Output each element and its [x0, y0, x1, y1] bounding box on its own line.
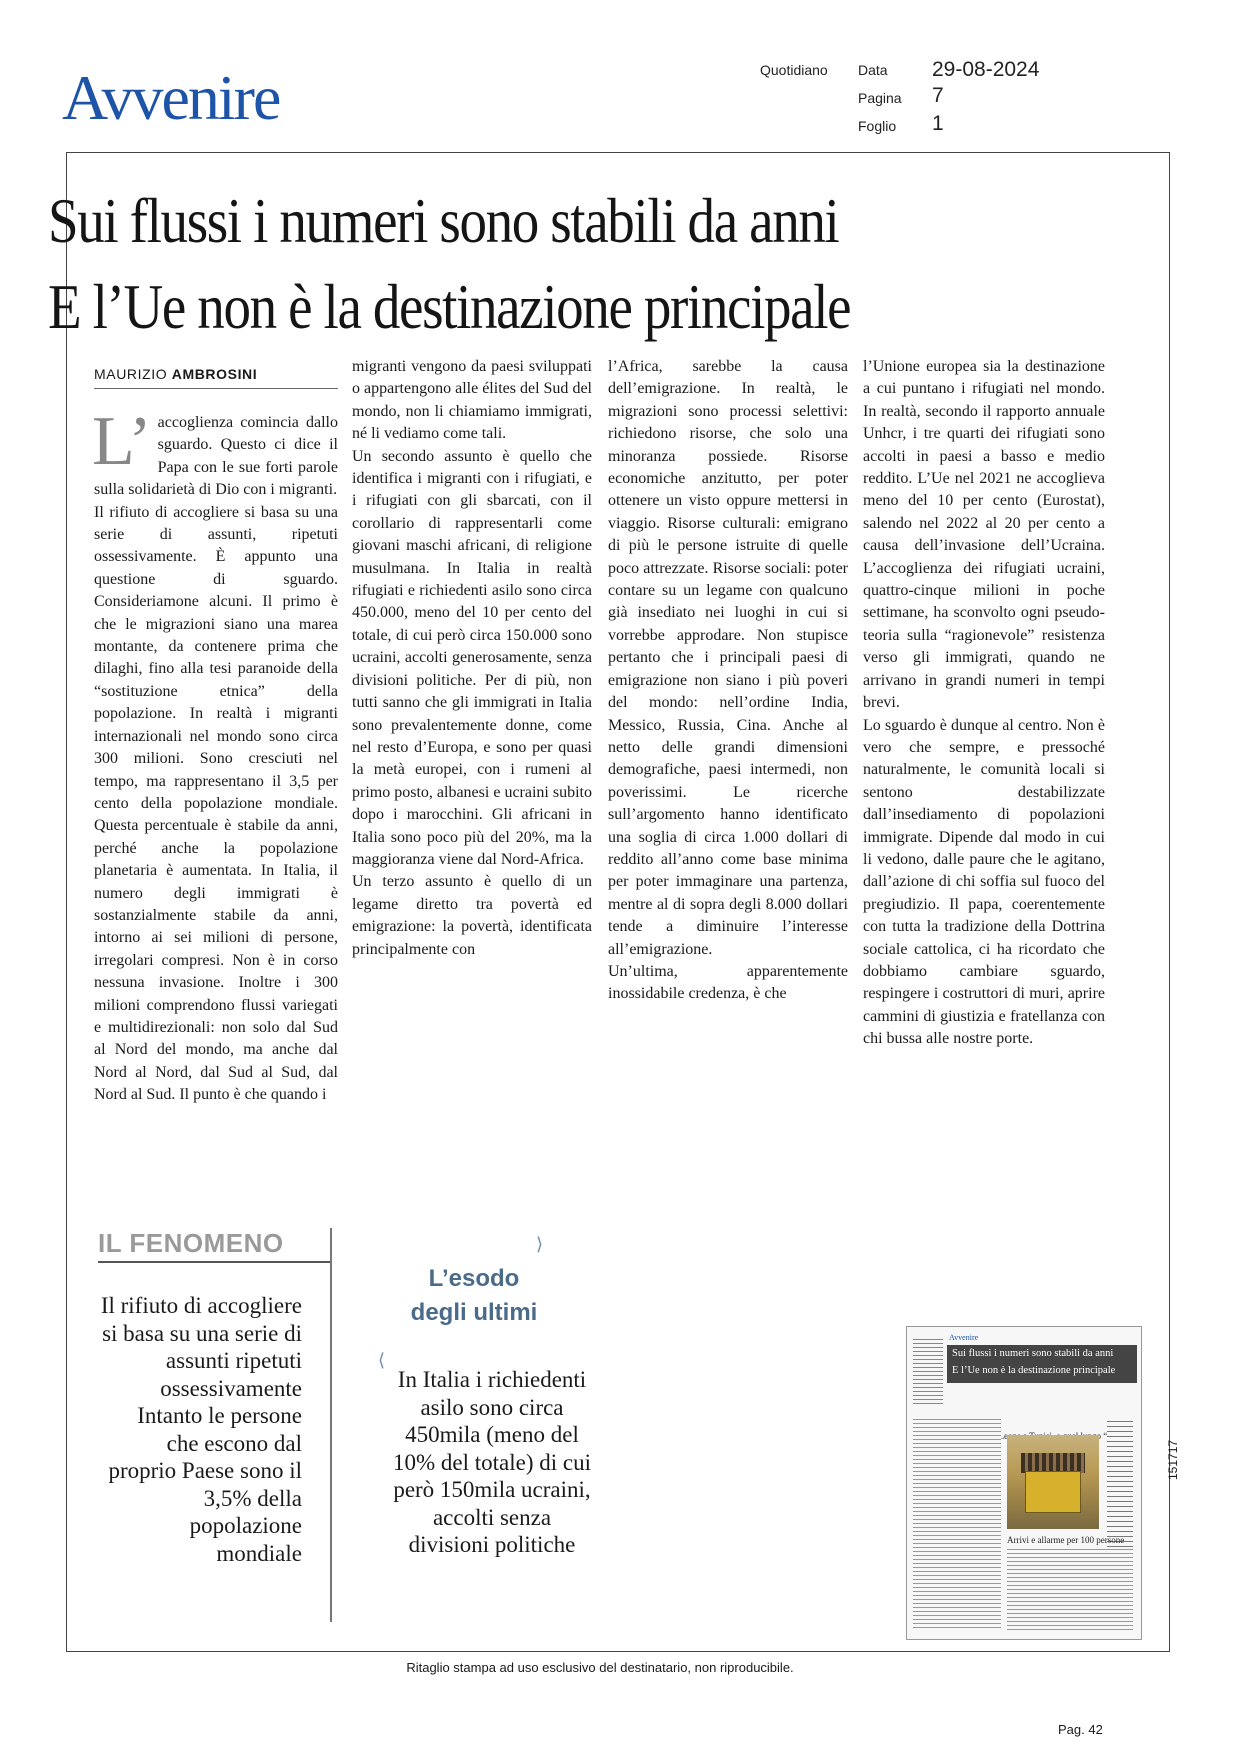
page-thumbnail: [906, 1326, 1142, 1640]
thumbnail-text-columns: [913, 1419, 1001, 1629]
sheet-value: 1: [932, 112, 944, 135]
column-3-paragraph-2: Un’ultima, apparentemente inossidabile credenza, è che: [608, 962, 848, 1003]
page-value: 7: [932, 84, 944, 107]
fenomeno-box-rule: [330, 1228, 332, 1622]
column-2-paragraph-2: Un secondo assunto è quello che identifica i migranti con i rifugiati, e i rifugiati con gli sbarcati, con il corollario di rappresentarli come giovani maschi africani, di religione musulmana. In Italia in realtà rifugiati e richiedenti asilo sono circa 450.000, meno del 10 per cento del totale, di cui però circa 150.000 sono ucraini, accolti generosamente, senza divisioni politiche. Per di più, non tutti sanno che gli immigrati in Italia sono prevalentemente donne, come nel resto d’Europa, e sono per quasi la metà europei, con i rumeni al primo posto, albanesi e ucraini subito dopo i marocchini. Gli africani in Italia sono poco più del 20%, ma la maggioranza viene dal Nord-Africa.: [352, 447, 592, 868]
date-label: Data: [858, 62, 888, 78]
esodo-title-line-2: degli ultimi: [410, 1299, 538, 1326]
column-2-paragraph-1: migranti vengono da paesi sviluppati o appartengono alle élites del Sud del mondo, non li chiamiamo immigrati, né li vediamo come tali.: [352, 358, 592, 443]
column-4-paragraph-1: l’Unione europea sia la destinazione a cui puntano i rifugiati nel mondo. In realtà, secondo il rapporto annuale Unhcr, i tre quarti dei rifugiati sono accolti in paesi a basso e medio reddito. L’Ue nel 2021 ne accoglieva meno del 10 per cento (Eurostat), salendo nel 2022 al 20 per cento a causa dell’invasione dell’Ucraina. L’accoglienza dei rifugiati ucraini, quattro-cinque milioni in poche settimane, ha sconvolto ogni pseudo-teoria sulla “ragionevole” resistenza verso gli immigrati, quando ne arrivano in grandi numeri in tempi brevi.: [863, 358, 1105, 712]
footer-notice: Ritaglio stampa ad uso esclusivo del destinatario, non riproducibile.: [406, 1660, 794, 1675]
author-last-name: AMBROSINI: [171, 366, 258, 382]
article-column-2: [352, 356, 592, 961]
fenomeno-box-title: IL FENOMENO: [98, 1228, 330, 1263]
article-column-3: [608, 356, 848, 1006]
quote-mark-bottom-left: ⟨: [378, 1350, 386, 1370]
headline-line-2: E l’Ue non è la destinazione principale: [48, 271, 851, 342]
page-label: Pagina: [858, 90, 902, 106]
page-number: Pag. 42: [1058, 1722, 1103, 1737]
esodo-box-title: [368, 1262, 580, 1330]
thumbnail-logo: Avvenire: [949, 1333, 979, 1342]
thumbnail-headline-box: [947, 1345, 1137, 1383]
thumbnail-headline-2: E l’Ue non è la destinazione principale: [952, 1365, 1116, 1376]
esodo-title-line-1: L’esodo: [428, 1265, 520, 1292]
column-3-paragraph-1: l’Africa, sarebbe la causa dell’emigrazione. In realtà, le migrazioni sono processi selettivi: richiedono risorse, che solo una minoranza possiede. Risorse economiche anzitutto, per poter ottenere un visto oppure mettersi in viaggio. Risorse culturali: emigrano di più le persone istruite di quelle poco attrezzate. Risorse sociali: poter contare su un legame con qualcuno già insediato nei luoghi in cui si vorrebbe approdare. Non stupisce pertanto che i principali paesi di emigrazione non siano i più poveri del mondo: nell’ordine India, Messico, Russia, Cina. Anche al netto delle grandi dimensioni demografiche, paesi intermedi, non poverissimi. Le ricerche sull’argomento hanno identificato una soglia di circa 1.000 dollari di reddito all’anno come base minima per poter immaginare una partenza, mentre al di sopra degli 8.000 dollari tende a diminuire l’interesse all’emigrazione.: [608, 358, 848, 958]
thumbnail-photo: [1007, 1435, 1099, 1529]
byline: [94, 366, 338, 389]
clipping-code: 151717: [1166, 1439, 1180, 1480]
drop-cap: L’: [92, 403, 152, 480]
column-4-paragraph-2: Lo sguardo è dunque al centro. Non è vero che sempre, e pressoché naturalmente, le comunità locali si sentono destabilizzate dall’insediamento di popolazioni immigrate. Dipende dal modo in cui li vedono, dalle paure che le agitano, dall’azione di chi soffia sul fuoco del pregiudizio. Il papa, coerentemente con tutta la tradizione della Dottrina sociale cattolica, ci ha ricordato che dobbiamo cambiare sguardo, respingere i costruttori di muri, aprire cammini di giustizia e fratellanza con chi bussa alle nostre porte.: [863, 716, 1105, 1048]
thumbnail-caption: Arrivi e allarme per 100 persone: [1007, 1535, 1125, 1545]
esodo-box-text: In Italia i richiedenti asilo sono circa 450mila (meno del 10% del totale) di cui però 150mila ucraini, accolti senza divisioni politiche: [393, 1367, 591, 1557]
sheet-label: Foglio: [858, 118, 897, 134]
author-first-name: MAURIZIO: [94, 366, 168, 382]
newspaper-logo: Avvenire: [62, 62, 280, 133]
publication-type: Quotidiano: [760, 62, 828, 78]
column-1-paragraph: Il rifiuto di accogliere si basa su una serie di assunti, ripetuti ossessivamente. È appunto una questione di sguardo. Consideriamone alcuni. Il primo è che le migrazioni siano una marea montante, da contenere prima che dilaghi, fino alla tesi paranoide della “sostituzione etnica” della popolazione. In realtà i migranti internazionali nel mondo sono circa 300 milioni. Sono cresciuti nel tempo, ma rappresentano il 3,5 per cento della popolazione mondiale. Questa percentuale è stabile da anni, perché anche la popolazione planetaria è aumentata. In Italia, il numero degli immigrati è sostanzialmente stabile da anni, intorno ai sei milioni di persone, irregolari compresi. Non è in corso nessuna invasione. Inoltre i 300 milioni comprendono flussi variegati e multidirezionali: non solo dal Sud al Nord del mondo, ma anche dal Nord al Nord, dal Sud al Sud, dal Nord al Sud. Il punto è che quando i: [94, 503, 338, 1104]
photo-truck: [1025, 1471, 1081, 1513]
thumbnail-text-columns-2: [1007, 1549, 1133, 1631]
thumbnail-headline-1: Sui flussi i numeri sono stabili da anni: [952, 1348, 1114, 1359]
column-2-paragraph-3: Un terzo assunto è quello di un legame diretto tra povertà ed emigrazione: la povertà, identificata principalmente con: [352, 873, 592, 958]
article-column-4: [863, 356, 1105, 1051]
fenomeno-box-text: Il rifiuto di accogliere si basa su una serie di assunti ripetuti ossessivamente Intanto le persone che escono dal proprio Paese sono il 3,5% della popolazione mondiale: [100, 1293, 302, 1566]
article-column-1: [92, 403, 338, 1107]
date-value: 29-08-2024: [932, 58, 1040, 81]
thumbnail-left-block: [913, 1339, 943, 1407]
lead-paragraph: accoglienza comincia dallo sguardo. Questo ci dice il Papa con le sue forti parole sulla solidarietà di Dio con i migranti.: [94, 414, 338, 499]
headline: [48, 178, 1020, 350]
quote-mark-top-right: ⟩: [536, 1234, 544, 1254]
headline-line-1: Sui flussi i numeri sono stabili da anni: [48, 185, 839, 256]
photo-crowd: [1021, 1453, 1085, 1473]
